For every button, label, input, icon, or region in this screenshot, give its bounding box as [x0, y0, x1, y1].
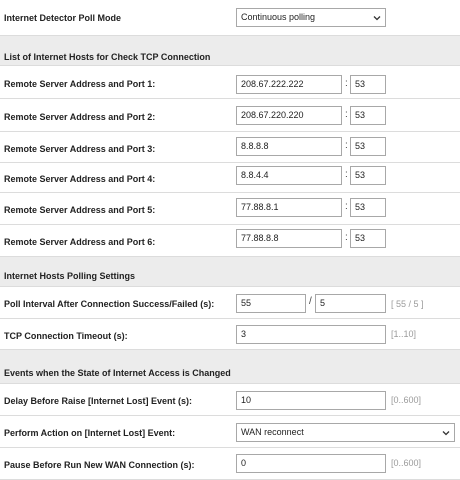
poll-mode-select[interactable] — [236, 8, 386, 27]
host-3-label: Remote Server Address and Port 3: — [4, 144, 156, 154]
action-value: WAN reconnect — [241, 427, 304, 437]
host-5-address-input[interactable]: 77.88.8.1 — [236, 198, 342, 217]
host-3-separator: : — [345, 140, 348, 151]
poll-mode-row — [0, 0, 460, 36]
host-2-address-input[interactable]: 208.67.220.220 — [236, 106, 342, 125]
pause-row — [0, 448, 460, 480]
chevron-down-icon — [439, 424, 453, 441]
tcp-timeout-row — [0, 319, 460, 350]
tcp-timeout-hint: [1..10] — [391, 329, 417, 339]
pause-hint: [0..600] — [391, 458, 422, 468]
host-1-label: Remote Server Address and Port 1: — [4, 79, 156, 89]
hosts-section-title: List of Internet Hosts for Check TCP Connection — [4, 52, 211, 62]
host-1-address-input[interactable]: 208.67.222.222 — [236, 75, 342, 94]
poll-mode-label: Internet Detector Poll Mode — [4, 13, 122, 23]
events-section-header — [0, 350, 460, 384]
host-row-5 — [0, 193, 460, 225]
chevron-down-icon — [370, 9, 384, 26]
host-5-label: Remote Server Address and Port 5: — [4, 205, 156, 215]
host-6-address-input[interactable]: 77.88.8.8 — [236, 229, 342, 248]
host-row-3 — [0, 132, 460, 163]
delay-row — [0, 384, 460, 416]
host-2-label: Remote Server Address and Port 2: — [4, 112, 156, 122]
poll-interval-failed-input[interactable]: 5 — [315, 294, 386, 313]
host-5-separator: : — [345, 201, 348, 212]
host-row-1 — [0, 66, 460, 99]
poll-interval-label: Poll Interval After Connection Success/Failed (s): — [4, 299, 215, 309]
action-select[interactable] — [236, 423, 455, 442]
poll-interval-row — [0, 287, 460, 319]
poll-interval-separator: / — [309, 296, 312, 307]
polling-section-header — [0, 257, 460, 287]
host-6-label: Remote Server Address and Port 6: — [4, 237, 156, 247]
pause-input[interactable]: 0 — [236, 454, 386, 473]
host-1-separator: : — [345, 78, 348, 89]
host-4-address-input[interactable]: 8.8.4.4 — [236, 166, 342, 185]
host-3-address-input[interactable]: 8.8.8.8 — [236, 137, 342, 156]
poll-interval-success-input[interactable]: 55 — [236, 294, 306, 313]
tcp-timeout-label: TCP Connection Timeout (s): — [4, 331, 128, 341]
events-section-title: Events when the State of Internet Access is Changed — [4, 368, 231, 378]
action-row — [0, 416, 460, 448]
delay-hint: [0..600] — [391, 395, 422, 405]
host-2-separator: : — [345, 109, 348, 120]
host-5-port-input[interactable]: 53 — [350, 198, 386, 217]
host-row-6 — [0, 225, 460, 257]
pause-label: Pause Before Run New WAN Connection (s): — [4, 460, 195, 470]
host-4-port-input[interactable]: 53 — [350, 166, 386, 185]
poll-interval-hint: [ 55 / 5 ] — [391, 299, 424, 309]
host-4-separator: : — [345, 169, 348, 180]
host-6-port-input[interactable]: 53 — [350, 229, 386, 248]
hosts-section-header — [0, 36, 460, 66]
host-4-label: Remote Server Address and Port 4: — [4, 174, 156, 184]
host-6-separator: : — [345, 232, 348, 243]
host-row-2 — [0, 99, 460, 132]
action-label: Perform Action on [Internet Lost] Event: — [4, 428, 176, 438]
delay-label: Delay Before Raise [Internet Lost] Event (s): — [4, 396, 193, 406]
polling-section-title: Internet Hosts Polling Settings — [4, 271, 136, 281]
host-3-port-input[interactable]: 53 — [350, 137, 386, 156]
host-row-4 — [0, 163, 460, 193]
delay-input[interactable]: 10 — [236, 391, 386, 410]
poll-mode-value: Continuous polling — [241, 12, 316, 22]
host-1-port-input[interactable]: 53 — [350, 75, 386, 94]
tcp-timeout-input[interactable]: 3 — [236, 325, 386, 344]
host-2-port-input[interactable]: 53 — [350, 106, 386, 125]
